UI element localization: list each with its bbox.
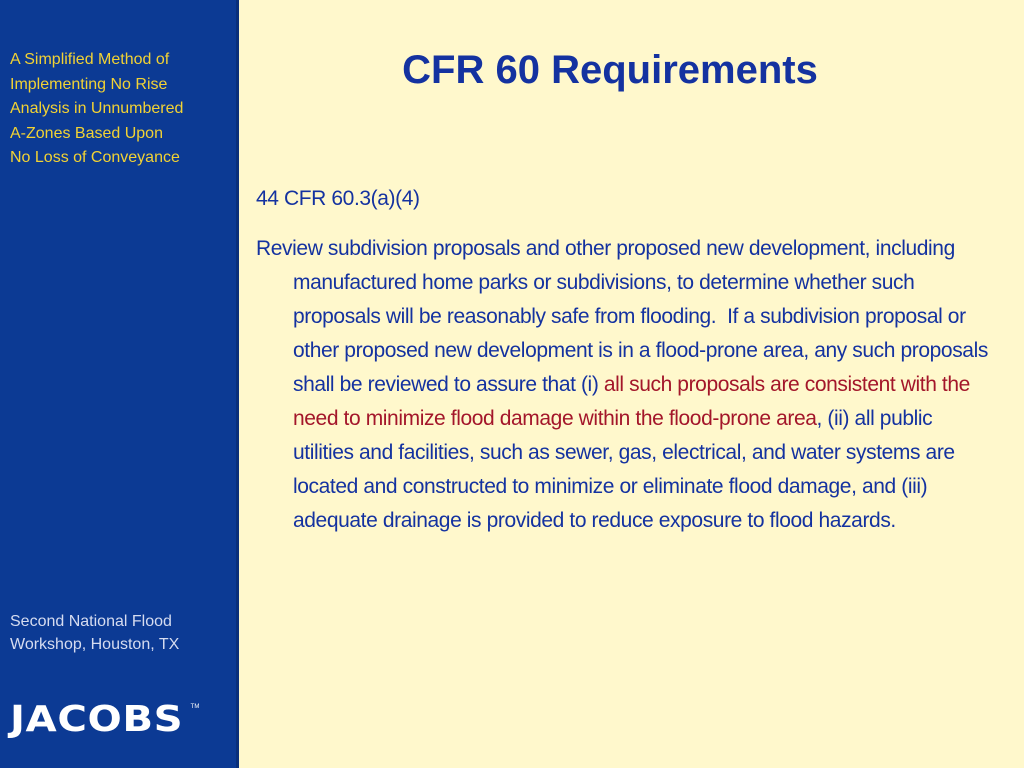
trademark-mark: TM: [190, 704, 200, 710]
sidebar: [0, 0, 236, 768]
regulation-text: [256, 232, 998, 538]
regulation-citation: 44 CFR 60.3(a)(4): [256, 187, 420, 210]
regulation-text-highlight: all such proposals are consistent with the need to minimize flood damage within the flood-prone area: [293, 373, 970, 430]
slide-content: [256, 182, 998, 538]
presentation-title: A Simplified Method of Implementing No Rise Analysis in Unnumbered A-Zones Based Upon No Loss of Conveyance: [10, 51, 184, 166]
sidebar-divider: [236, 0, 239, 768]
slide-title: CFR 60 Requirements: [402, 48, 818, 92]
regulation-text-part-1: Review subdivision proposals and other proposed new development, including manufactured home parks or subdivisions, to determine whether such proposals will be reasonably safe from flooding. If a subdivision proposal or other proposed new development is in a flood-prone area, any such proposals shall be reviewed to assure that (i): [256, 237, 988, 396]
event-name: Second National Flood Workshop, Houston, TX: [10, 613, 180, 653]
logo-wordmark: JACOBS: [10, 699, 184, 740]
regulation-text-part-2: , (ii) all public utilities and facilities, such as sewer, gas, electrical, and water systems are located and constructed to minimize or eliminate flood damage, and (iii) adequate drainage is provided to reduce exposure to flood hazards.: [293, 407, 955, 532]
jacobs-logo: [10, 700, 199, 740]
